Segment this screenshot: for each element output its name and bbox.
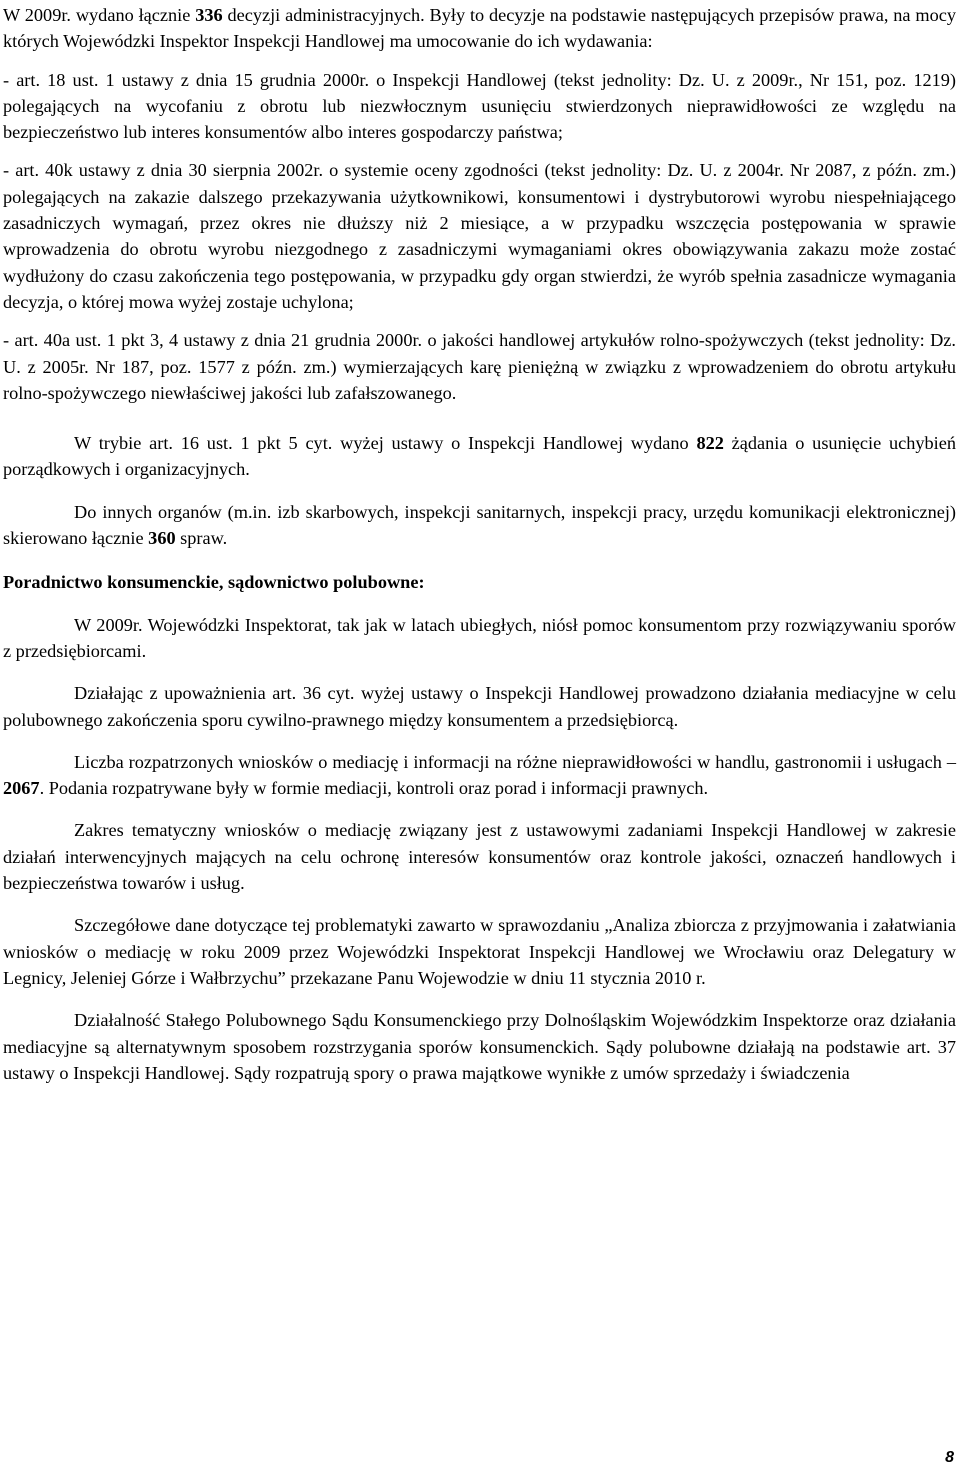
paragraph-mediation: Działając z upoważnienia art. 36 cyt. wyżej ustawy o Inspekcji Handlowej prowadzono działania mediacyjne w celu polubownego zakończenia sporu cywilno-prawnego między konsumentem a przedsiębiorcą. bbox=[3, 683, 956, 730]
decisions-count: 336 bbox=[195, 5, 223, 25]
paragraph-art-18: - art. 18 ust. 1 ustawy z dnia 15 grudnia 2000r. o Inspekcji Handlowej (tekst jednolity: Dz. U. z 2009r., Nr 151, poz. 1219) polegających na wycofaniu z obrotu lub niezwłocznym usunięciu stwierdzonych nieprawidłowości ze względu na bezpieczeństwo lub interes konsumentów albo interes gospodarczy państwa; bbox=[3, 69, 956, 143]
section-heading: Poradnictwo konsumenckie, sądownictwo polubowne: bbox=[3, 572, 425, 593]
paragraph-requests-count: Liczba rozpatrzonych wniosków o mediację i informacji na różne nieprawidłowości w handlu, gastronomii i usługach – 2067. Podania rozpatrywane były w formie mediacji, kontroli oraz porad i informacji prawnych. bbox=[3, 751, 956, 799]
paragraph-scope: Zakres tematyczny wniosków o mediację związany jest z ustawowymi zadaniami Inspekcji Handlowej w zakresie działań interwencyjnych mających na celu ochronę interesów konsumentów oraz kontrole jakości, oznaczeń handlowych i bezpieczeństwa towarów i usług. bbox=[3, 820, 956, 894]
paragraph-arbitration-court: Działalność Stałego Polubownego Sądu Konsumenckiego przy Dolnośląskim Wojewódzkim Inspektorze oraz działania mediacyjne są alternatywnym sposobem rozstrzygania sporów konsumenckich. Sądy polubowne działają na podstawie art. 37 ustawy o Inspekcji Handlowej. Sądy rozpatrują spory o prawa majątkowe wynikłe z umów sprzedaży i świadczenia bbox=[3, 1010, 956, 1083]
paragraph-report: Szczegółowe dane dotyczące tej problematyki zawarto w sprawozdaniu „Analiza zbiorcza z przyjmowania i załatwiania wniosków o mediację w roku 2009 przez Wojewódzki Inspektorat Inspekcji Handlowej we Wrocławiu oraz Delegatury w Legnicy, Jeleniej Górze i Wałbrzychu” przekazane Panu Wojewodzie w dniu 11 stycznia 2010 r. bbox=[3, 915, 956, 988]
demands-count: 822 bbox=[696, 433, 724, 454]
paragraph-other-authorities: Do innych organów (m.in. izb skarbowych, inspekcji sanitarnych, inspekcji pracy, urzędu komunikacji elektronicznej) skierowano łącznie 360 spraw. bbox=[3, 501, 956, 549]
paragraph-consumer-help: W 2009r. Wojewódzki Inspektorat, tak jak w latach ubiegłych, niósł pomoc konsumentom przy rozwiązywaniu sporów z przedsiębiorcami. bbox=[3, 614, 956, 661]
document-page bbox=[3, 2, 956, 1086]
paragraph-art-40k: - art. 40k ustawy z dnia 30 sierpnia 2002r. o systemie oceny zgodności (tekst jednolity: Dz. U. z 2004r. Nr 2087, z późn. zm.) polegających na zakazie dalszego przekazywania użytkownikowi, konsumentowi i dystrybutorowi wyrobu niespełniającego zasadniczych wymagań, przez okres nie dłuższy niż 2 miesiące, a w przypadku wszczęcia postępowania w sprawie wprowadzenia do obrotu wyrobu niezgodnego z zasadniczymi wymaganiami okres obowiązywania zakazu może zostać wydłużony do czasu zakończenia tego postępowania, w przypadku gdy organ stwierdzi, że wyrób spełnia zasadnicze wymagania decyzja, o której mowa wyżej zostaje uchylona; bbox=[3, 160, 956, 312]
paragraph-art-40a: - art. 40a ust. 1 pkt 3, 4 ustawy z dnia 21 grudnia 2000r. o jakości handlowej artykułów rolno-spożywczych (tekst jednolity: Dz. U. z 2005r. Nr 187, poz. 1577 z późn. zm.) wymierzających karę pieniężną w związku z wprowadzeniem do obrotu artykułu rolno-spożywczego niewłaściwej jakości lub zafałszowanego. bbox=[3, 330, 956, 403]
requests-count: 2067 bbox=[3, 778, 40, 799]
paragraph-decisions-total: W 2009r. wydano łącznie 336 decyzji administracyjnych. Były to decyzje na podstawie następujących przepisów prawa, na mocy których Wojewódzki Inspektor Inspekcji Handlowej ma umocowanie do ich wydawania: bbox=[3, 5, 956, 52]
page-number: 8 bbox=[945, 1449, 954, 1466]
referrals-count: 360 bbox=[148, 528, 176, 549]
paragraph-demands: W trybie art. 16 ust. 1 pkt 5 cyt. wyżej ustawy o Inspekcji Handlowej wydano 822 żądania o usunięcie uchybień porządkowych i organizacyjnych. bbox=[3, 433, 956, 480]
